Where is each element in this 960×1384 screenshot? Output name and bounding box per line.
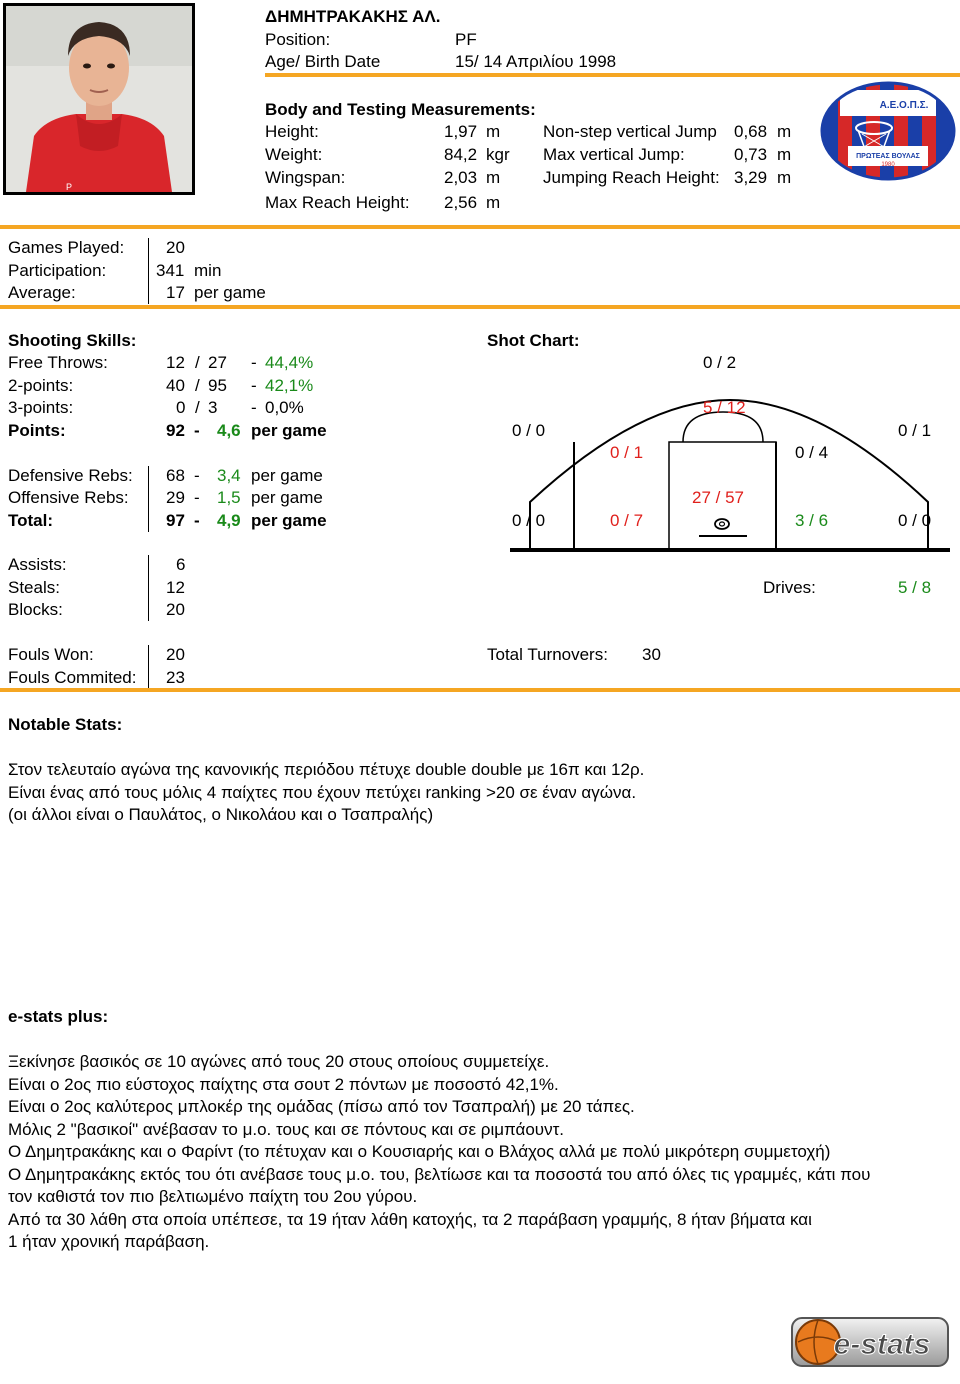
notable-paragraph [8,759,948,827]
jreach-value: 3,29 [734,168,768,187]
rule-3 [0,688,960,692]
participation-value: 341 [156,261,185,280]
player-photo [3,3,195,195]
ft-dash: - [251,353,257,372]
notable-line: (οι άλλοι είναι ο Παυλάτος, ο Νικολάου και ο Τσαπραλής) [8,805,434,824]
notable-title: Notable Stats: [8,715,123,734]
participation-unit: min [194,261,222,280]
player-name: ΔΗΜΗΤΡΑΚΑΚΗΣ ΑΛ. [265,7,441,26]
off-reb-per-game: per game [251,488,323,507]
estats-line: 1 ήταν χρονική παράβαση. [8,1232,210,1251]
svg-text:Ρ: Ρ [66,182,73,192]
zone-left-elbow: 0 / 1 [610,443,644,462]
p2-slash: / [195,376,200,395]
zone-top-key: 5 / 12 [703,398,746,417]
average-unit: per game [194,283,266,302]
games-divider [148,238,149,304]
weight-label: Weight: [265,145,323,164]
jreach-unit: m [777,168,792,187]
estats-line: Από τα 30 λάθη στα οποία υπέπεσε, τα 19 ήταν λάθη κατοχής, τα 2 παράβαση γραμμής, 8 ήταν βήματα και [8,1209,812,1229]
zone-right-corner: 0 / 0 [898,511,932,530]
tot-reb-label: Total: [8,511,54,530]
estats-paragraph [8,1051,948,1254]
shot-chart-title: Shot Chart: [487,331,580,350]
p3-slash: / [195,398,200,417]
ft-att: 27 [208,353,227,372]
p3-dash: - [251,398,257,417]
off-reb-label: Offensive Rebs: [8,488,129,507]
average-label: Average: [8,283,76,302]
header-rule [265,73,960,77]
weight-unit: kgr [486,145,510,164]
notable-line: Είναι ένας από τους μόλις 4 παίχτες που έχουν πετύχει ranking >20 σε έναν αγώνα. [8,782,637,802]
estats-line: Μόλις 2 "βασικοί" ανέβασαν το μ.ο. τους και σε πόντους και σε ριμπάουντ. [8,1119,565,1139]
height-unit: m [486,122,501,141]
p3-label: 3-points: [8,398,74,417]
team-logo [818,80,958,182]
fouls-com-label: Fouls Commited: [8,668,137,687]
estats-line: Είναι ο 2ος πιο εύστοχος παίχτης στα σουτ 2 πόντων με ποσοστό 42,1%. [8,1074,559,1094]
weight-value: 84,2 [444,145,478,164]
ft-slash: / [195,353,200,372]
estats-line: Ο Δημητρακάκης και ο Φαρίντ (το πέτυχαν και ο Κουσιαρής και ο Βλάχος αλλά με πολύ μικρότερη συμμετοχή) [8,1142,831,1161]
assists-value: 6 [176,555,186,574]
fouls-com-value: 23 [166,668,185,687]
estats-line: τον καθιστά τον πιο βελτιωμένο παίχτη του 2ου γύρου. [8,1187,418,1206]
p3-att: 3 [208,398,218,417]
maxvert-label: Max vertical Jump: [543,145,685,164]
rule-2 [0,305,960,309]
p2-dash: - [251,376,257,395]
estats-title: e-stats plus: [8,1007,109,1026]
ft-pct: 44,4% [265,353,314,372]
tot-reb-dash: - [194,511,200,530]
ft-made: 12 [166,353,185,372]
steals-label: Steals: [8,578,60,597]
off-reb-value: 29 [166,488,185,507]
points-avg: 4,6 [217,421,241,440]
nonstep-unit: m [777,122,792,141]
tot-reb-value: 97 [166,511,185,530]
def-reb-dash: - [194,466,200,485]
logo-year: 1980 [881,162,895,168]
logo-top-text: Α.Ε.Ο.Π.Σ. [879,100,929,111]
off-reb-avg: 1,5 [217,488,241,507]
blocks-value: 20 [166,600,185,619]
nonstep-label: Non-step vertical Jump [543,122,717,141]
shooting-title: Shooting Skills: [8,331,137,350]
points-value: 92 [166,421,185,440]
jreach-label: Jumping Reach Height: [543,168,720,187]
average-value: 17 [166,283,185,302]
p2-att: 95 [208,376,227,395]
birth-label: Age/ Birth Date [265,52,381,71]
reach-value: 2,56 [444,193,478,212]
logo-bottom-text: ΠΡΩΤΕΑΣ ΒΟΥΛΑΣ [856,153,920,160]
turnovers-label: Total Turnovers: [487,645,608,664]
tot-reb-per-game: per game [251,511,327,530]
def-reb-label: Defensive Rebs: [8,466,133,485]
zone-left-wing: 0 / 0 [512,421,546,440]
measurements-title: Body and Testing Measurements: [265,100,536,119]
zone-right-elbow: 0 / 4 [795,443,829,462]
wingspan-value: 2,03 [444,168,478,187]
maxvert-value: 0,73 [734,145,768,164]
points-label: Points: [8,421,66,440]
reach-label: Max Reach Height: [265,193,410,212]
estats-line: Είναι ο 2ος καλύτερος μπλοκέρ της ομάδας (πίσω από τον Τσαπραλή) με 20 τάπες. [8,1097,635,1116]
p2-made: 40 [166,376,185,395]
basket-icon [713,516,731,530]
zone-paint: 27 / 57 [692,488,744,507]
zone-right-wing: 0 / 1 [898,421,932,440]
nonstep-value: 0,68 [734,122,768,141]
zone-left-base: 0 / 7 [610,511,644,530]
turnovers-value: 30 [642,645,661,664]
assists-label: Assists: [8,555,67,574]
fouls-won-value: 20 [166,645,185,664]
points-dash: - [194,421,200,440]
estats-brand-text: e-stats [833,1328,931,1361]
tot-reb-avg: 4,9 [217,511,241,530]
def-reb-avg: 3,4 [217,466,241,485]
notable-line: Στον τελευταίο αγώνα της κανονικής περιόδου πέτυχε double double με 16π και 12ρ. [8,760,645,779]
height-label: Height: [265,122,319,141]
estats-line: Ξεκίνησε βασικός σε 10 αγώνες από τους 20 στους οποίους συμμετείχε. [8,1052,550,1071]
steals-value: 12 [166,578,185,597]
rebounds-divider [148,466,149,532]
off-reb-dash: - [194,488,200,507]
p2-pct: 42,1% [265,376,314,395]
maxvert-unit: m [777,145,792,164]
blocks-label: Blocks: [8,600,63,619]
points-per-game: per game [251,421,327,440]
fouls-won-label: Fouls Won: [8,645,94,664]
drives-value: 5 / 8 [898,578,932,597]
estats-logo [790,1312,950,1370]
position-value: PF [455,30,477,49]
zone-right-base: 3 / 6 [795,511,829,530]
position-label: Position: [265,30,331,49]
participation-label: Participation: [8,261,107,280]
p3-made: 0 [176,398,186,417]
wingspan-unit: m [486,168,501,187]
wingspan-label: Wingspan: [265,168,346,187]
misc-divider [148,555,149,621]
p2-label: 2-points: [8,376,74,395]
zone-left-corner: 0 / 0 [512,511,546,530]
p3-pct: 0,0% [265,398,304,417]
birth-value: 15/ 14 Απριλίου 1998 [455,52,617,71]
estats-line: Ο Δημητρακάκης εκτός του ότι ανέβασε τους μ.ο. του, βελτίωσε και τα ποσοστά του από όλες τις γραμμές, κάτι που [8,1164,871,1184]
reach-unit: m [486,193,501,212]
zone-top: 0 / 2 [703,353,737,372]
ft-label: Free Throws: [8,353,108,372]
height-value: 1,97 [444,122,478,141]
drives-label: Drives: [763,578,816,597]
def-reb-per-game: per game [251,466,323,485]
rule-1 [0,225,960,229]
games-played-value: 20 [166,238,185,257]
fouls-divider [148,645,149,689]
def-reb-value: 68 [166,466,185,485]
games-played-label: Games Played: [8,238,125,257]
